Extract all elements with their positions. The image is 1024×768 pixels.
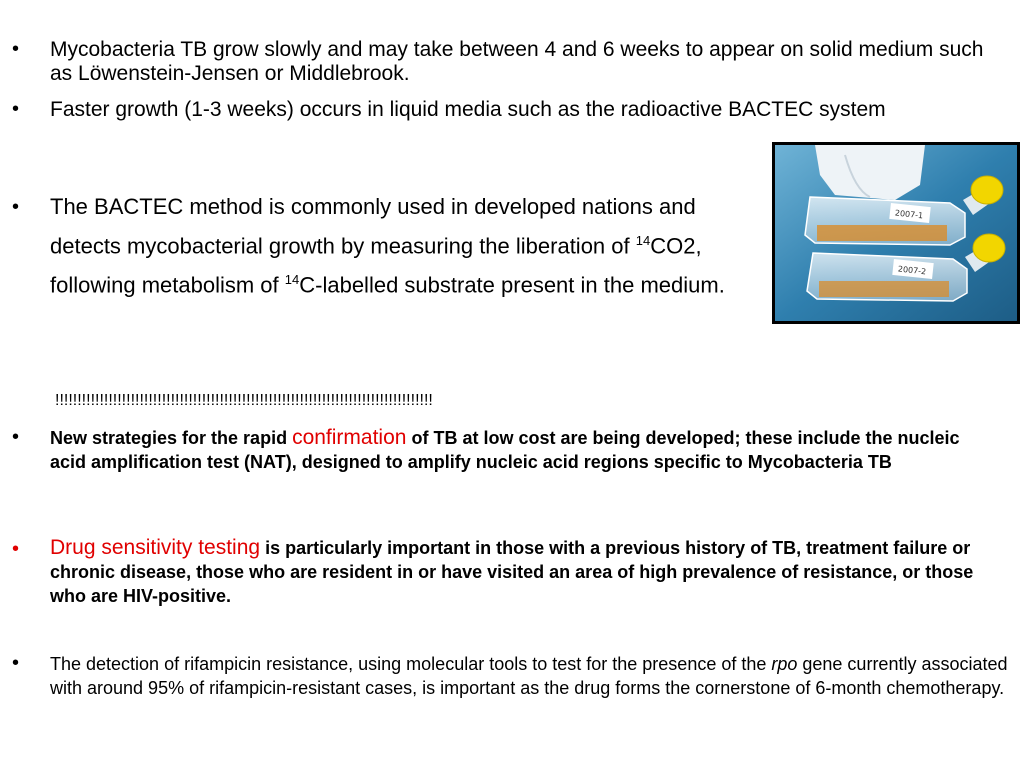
bullet-marker-red: • [12,538,20,560]
rpo-gene-italic: rpo [771,654,798,674]
rifampicin-text-2: gene currently associated with around 95% of rifampicin-resistant cases, is important as the drug forms the cornerstone of 6-month chemotherapy. [50,654,1008,698]
bullet-drug-sensitivity [50,536,1010,608]
flask-label-top: 2007-1 [894,208,924,221]
bullet-marker: • [12,38,20,60]
bullet-marker: • [12,98,20,120]
superscript-14: 14 [284,272,300,288]
strategies-text-1: New strategies for the rapid [50,428,293,448]
bullet-marker: • [12,652,20,674]
bactec-text-3: C-labelled substrate present in the medium. [299,272,725,298]
bullet-growth-liquid-medium: Faster growth (1-3 weeks) occurs in liquid media such as the radioactive BACTEC system [50,98,886,121]
bullet-rifampicin-resistance [50,652,1010,700]
bullet-growth-solid-medium: Mycobacteria TB grow slowly and may take between 4 and 6 weeks to appear on solid medium such as Löwenstein-Jensen or Middlebrook. [50,38,984,85]
strategies-text-2: of TB at low cost are being developed; these include the nucleic acid amplification test (NAT), designed to amplify nucleic acid regions specific to Mycobacteria TB [50,428,960,472]
culture-flasks-photo [772,142,1020,324]
drug-sensitivity-text: is particularly important in those with a previous history of TB, treatment failure or chronic disease, those who are resident in or have visited an area of high prevalence of resistance, or those who are HIV-positive. [50,538,974,606]
drug-sensitivity-highlight: Drug sensitivity testing [50,536,261,559]
culture-flasks-image [775,145,1017,321]
bullet-new-strategies [50,426,1000,474]
flask-label-bottom: 2007-2 [897,264,927,277]
bactec-text-2: CO2, following metabolism of [50,233,702,298]
exclamation-separator: !!!!!!!!!!!!!!!!!!!!!!!!!!!!!!!!!!!!!!!!!!!!!!!!!!!!!!!!!!!!!!!!!!!!!!!!!!!!!!!!!!!!! [55,392,433,409]
bactec-text-1: The BACTEC method is commonly used in developed nations and detects mycobacterial growth by measuring the liberation of [50,194,696,259]
bullet-marker: • [12,196,20,218]
bullet-marker: • [12,426,20,448]
bullet-bactec-method [50,190,770,303]
confirmation-highlight: confirmation [292,426,407,449]
superscript-14: 14 [635,233,651,248]
rifampicin-text-1: The detection of rifampicin resistance, using molecular tools to test for the presence of the [50,654,772,674]
